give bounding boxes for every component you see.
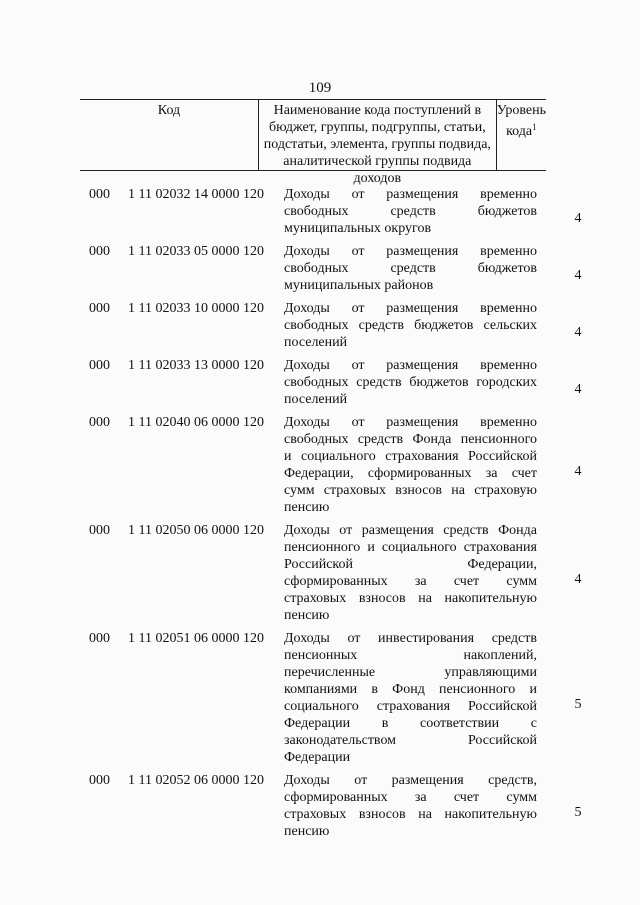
row-name-line: компаниями в Фонд пенсионного и	[284, 682, 537, 697]
row-level: 4	[574, 325, 582, 340]
row-name-line: пенсионного и социального страхования	[284, 540, 537, 555]
row-name-line: пенсионных накоплений,	[284, 648, 537, 663]
row-level: 5	[574, 805, 582, 820]
row-name-line: законодательством Российской	[284, 733, 537, 748]
row-code: 1 11 02040 06 0000 120	[128, 415, 264, 430]
row-name-line: поселений	[284, 335, 348, 350]
row-code: 1 11 02033 10 0000 120	[128, 301, 264, 316]
row-prefix: 000	[89, 415, 110, 430]
header-level	[497, 100, 546, 170]
table-row	[0, 772, 640, 840]
row-name-line: свободных средств бюджетов	[284, 204, 537, 219]
row-name-line: муниципальных районов	[284, 278, 434, 293]
row-name	[284, 630, 537, 766]
header-code: Код	[157, 103, 181, 118]
row-name-line: поселений	[284, 392, 348, 407]
row-name-line: Доходы от размещения временно	[284, 415, 537, 430]
row-name-line: свободных средств Фонда пенсионного	[284, 432, 537, 447]
row-name-line: свободных средств бюджетов сельских	[284, 318, 537, 333]
row-name-line: Доходы от инвестирования средств	[284, 631, 537, 646]
row-name-line: пенсию	[284, 824, 330, 839]
row-level: 5	[574, 697, 582, 712]
row-name-line: Доходы от размещения временно	[284, 301, 537, 316]
row-name-line: страховых взносов на накопительную	[284, 807, 537, 822]
row-code: 1 11 02032 14 0000 120	[128, 187, 264, 202]
row-prefix: 000	[89, 523, 110, 538]
header-name-line: аналитической группы подвида доходов	[283, 154, 472, 186]
row-name-line: пенсию	[284, 608, 330, 623]
header-name-line: подстатьи, элемента, группы подвида,	[263, 137, 491, 152]
row-level: 4	[574, 268, 582, 283]
header-name	[258, 100, 497, 186]
row-name-line: Доходы от размещения средств Фонда	[284, 523, 537, 538]
row-name	[284, 300, 537, 351]
table-row	[0, 300, 640, 351]
header-name-line: Наименование кода поступлений в	[273, 103, 482, 118]
row-name-line: Федерации, сформированных за счет	[284, 466, 537, 481]
table-row	[0, 243, 640, 294]
table-body	[0, 186, 640, 840]
row-name-line: страховых взносов на накопительную	[284, 591, 537, 606]
row-name	[284, 772, 537, 840]
row-level: 4	[574, 211, 582, 226]
row-name-line: сформированных за счет сумм	[284, 574, 537, 589]
row-name	[284, 186, 537, 237]
row-name-line: Доходы от размещения средств,	[284, 773, 537, 788]
row-name-line: Доходы от размещения временно	[284, 358, 537, 373]
row-name-line: сумм страховых взносов на страховую	[284, 483, 537, 498]
row-name-line: Федерации	[284, 750, 351, 765]
row-name-line: и социального страхования Российской	[284, 449, 537, 464]
row-code: 1 11 02033 05 0000 120	[128, 244, 264, 259]
table-row	[0, 186, 640, 237]
header-level-text: кода	[506, 124, 533, 139]
row-name-line: сформированных за счет сумм	[284, 790, 537, 805]
table-header	[80, 99, 546, 186]
header-level-line1: Уровень	[496, 103, 546, 118]
row-code: 1 11 02050 06 0000 120	[128, 523, 264, 538]
row-prefix: 000	[89, 358, 110, 373]
row-name-line: Российской Федерации,	[284, 557, 537, 572]
header-name-line: бюджет, группы, подгруппы, статьи,	[268, 120, 486, 135]
row-prefix: 000	[89, 301, 110, 316]
row-level: 4	[574, 572, 582, 587]
row-prefix: 000	[89, 773, 110, 788]
row-prefix: 000	[89, 187, 110, 202]
row-name	[284, 522, 537, 624]
table-row	[0, 522, 640, 624]
row-name-line: Доходы от размещения временно	[284, 244, 537, 259]
row-name	[284, 357, 537, 408]
row-code: 1 11 02033 13 0000 120	[128, 358, 264, 373]
table-row	[0, 357, 640, 408]
row-prefix: 000	[89, 631, 110, 646]
row-name-line: муниципальных округов	[284, 221, 432, 236]
footnote-marker: 1	[532, 122, 537, 132]
row-name	[284, 414, 537, 516]
row-name-line: свободных средств бюджетов	[284, 261, 537, 276]
table-row	[0, 414, 640, 516]
row-name-line: пенсию	[284, 500, 330, 515]
row-prefix: 000	[89, 244, 110, 259]
row-name-line: перечисленные управляющими	[284, 665, 537, 680]
table-row	[0, 630, 640, 766]
row-level: 4	[574, 382, 582, 397]
row-code: 1 11 02051 06 0000 120	[128, 631, 264, 646]
row-name-line: Федерации в соответствии с	[284, 716, 537, 731]
row-level: 4	[574, 464, 582, 479]
row-code: 1 11 02052 06 0000 120	[128, 773, 264, 788]
row-name	[284, 243, 537, 294]
row-name-line: свободных средств бюджетов городских	[284, 375, 537, 390]
header-level-line2	[497, 119, 546, 140]
page-number: 109	[308, 80, 332, 96]
row-name-line: социального страхования Российской	[284, 699, 537, 714]
row-name-line: Доходы от размещения временно	[284, 187, 537, 202]
